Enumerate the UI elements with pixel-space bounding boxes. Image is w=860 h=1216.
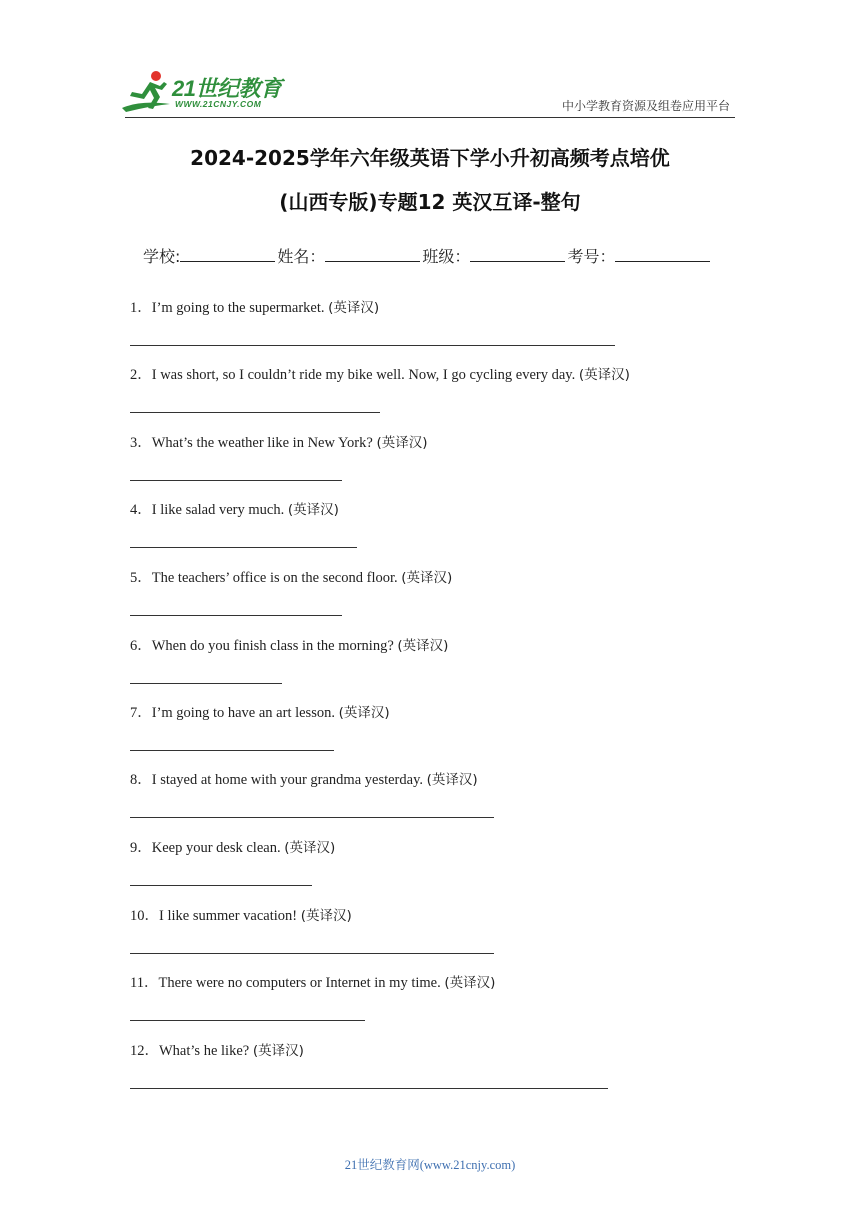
question-number: 11．: [130, 975, 159, 991]
question-tag: (英译汉): [252, 1043, 304, 1059]
answer-line[interactable]: [130, 817, 494, 818]
question-text: I was short, so I couldn’t ride my bike well. Now, I go cycling every day.: [151, 367, 579, 383]
question-number: 4．: [130, 502, 152, 518]
answer-line[interactable]: [130, 953, 494, 954]
question-tag: (英译汉): [401, 570, 453, 586]
question-text: I’m going to the supermarket.: [151, 300, 329, 316]
question-text: I’m going to have an art lesson.: [151, 705, 339, 721]
page-header: [0, 0, 860, 120]
runner-logo-icon: [120, 68, 176, 114]
class-field[interactable]: [470, 245, 565, 262]
question-item: [130, 296, 379, 317]
question-item: [130, 363, 630, 384]
name-field[interactable]: [325, 245, 420, 262]
page-subtitle: (山西专版)专题12 英汉互译-整句: [279, 190, 581, 214]
exam-id-field[interactable]: [615, 245, 710, 262]
question-item: [130, 1039, 304, 1060]
question-text: I like salad very much.: [151, 502, 288, 518]
question-tag: (英译汉): [444, 975, 496, 991]
question-item: [130, 768, 478, 789]
name-label: 姓名：: [277, 247, 326, 266]
answer-line[interactable]: [130, 547, 357, 548]
footer-text: 21世纪教育网(www.21cnjy.com): [344, 1158, 516, 1172]
question-number: 8．: [130, 772, 152, 788]
question-text: I stayed at home with your grandma yesterday.: [151, 772, 427, 788]
question-text: There were no computers or Internet in my time.: [158, 975, 445, 991]
answer-line[interactable]: [130, 885, 312, 886]
answer-line[interactable]: [130, 345, 615, 346]
question-number: 2．: [130, 367, 152, 383]
question-tag: (英译汉): [287, 502, 339, 518]
exam-id-label: 考号：: [567, 247, 616, 266]
answer-line[interactable]: [130, 1020, 365, 1021]
question-number: 1．: [130, 300, 152, 316]
question-number: 3．: [130, 435, 152, 451]
question-number: 7．: [130, 705, 152, 721]
question-text: When do you finish class in the morning?: [151, 638, 398, 654]
school-field[interactable]: [180, 245, 275, 262]
question-tag: (英译汉): [284, 840, 336, 856]
answer-line[interactable]: [130, 412, 380, 413]
question-tag: (英译汉): [376, 435, 428, 451]
page-title: 2024-2025学年六年级英语下学小升初高频考点培优: [190, 146, 670, 170]
question-number: 9．: [130, 840, 152, 856]
question-tag: (英译汉): [578, 367, 630, 383]
question-number: 6．: [130, 638, 152, 654]
answer-line[interactable]: [130, 750, 334, 751]
school-label: 学校:: [143, 247, 181, 266]
answer-line[interactable]: [130, 480, 342, 481]
question-tag: (英译汉): [300, 908, 352, 924]
question-item: [130, 701, 390, 722]
logo-brand-text: 21世纪教育: [172, 76, 282, 101]
header-divider: [125, 117, 735, 118]
question-text: What’s he like?: [159, 1043, 253, 1059]
question-item: [130, 498, 339, 519]
question-item: [130, 566, 452, 587]
question-tag: (英译汉): [328, 300, 380, 316]
platform-text: 中小学教育资源及组卷应用平台: [561, 99, 730, 113]
answer-line[interactable]: [130, 683, 282, 684]
question-item: [130, 836, 335, 857]
question-text: Keep your desk clean.: [151, 840, 285, 856]
question-item: [130, 431, 428, 452]
question-tag: (英译汉): [426, 772, 478, 788]
answer-line[interactable]: [130, 1088, 608, 1089]
logo: [120, 68, 290, 114]
question-item: [130, 904, 352, 925]
question-text: What’s the weather like in New York?: [151, 435, 377, 451]
question-text: I like summer vacation!: [159, 908, 301, 924]
question-number: 10．: [130, 908, 159, 924]
question-item: [130, 971, 495, 992]
question-tag: (英译汉): [397, 638, 449, 654]
question-item: [130, 634, 448, 655]
question-number: 12．: [130, 1043, 159, 1059]
logo-url-text: WWW.21CNJY.COM: [175, 99, 262, 109]
question-tag: (英译汉): [338, 705, 390, 721]
student-info-row: [143, 244, 712, 267]
question-text: The teachers’ office is on the second floor.: [151, 570, 402, 586]
question-number: 5．: [130, 570, 152, 586]
class-label: 班级：: [422, 247, 471, 266]
answer-line[interactable]: [130, 615, 342, 616]
